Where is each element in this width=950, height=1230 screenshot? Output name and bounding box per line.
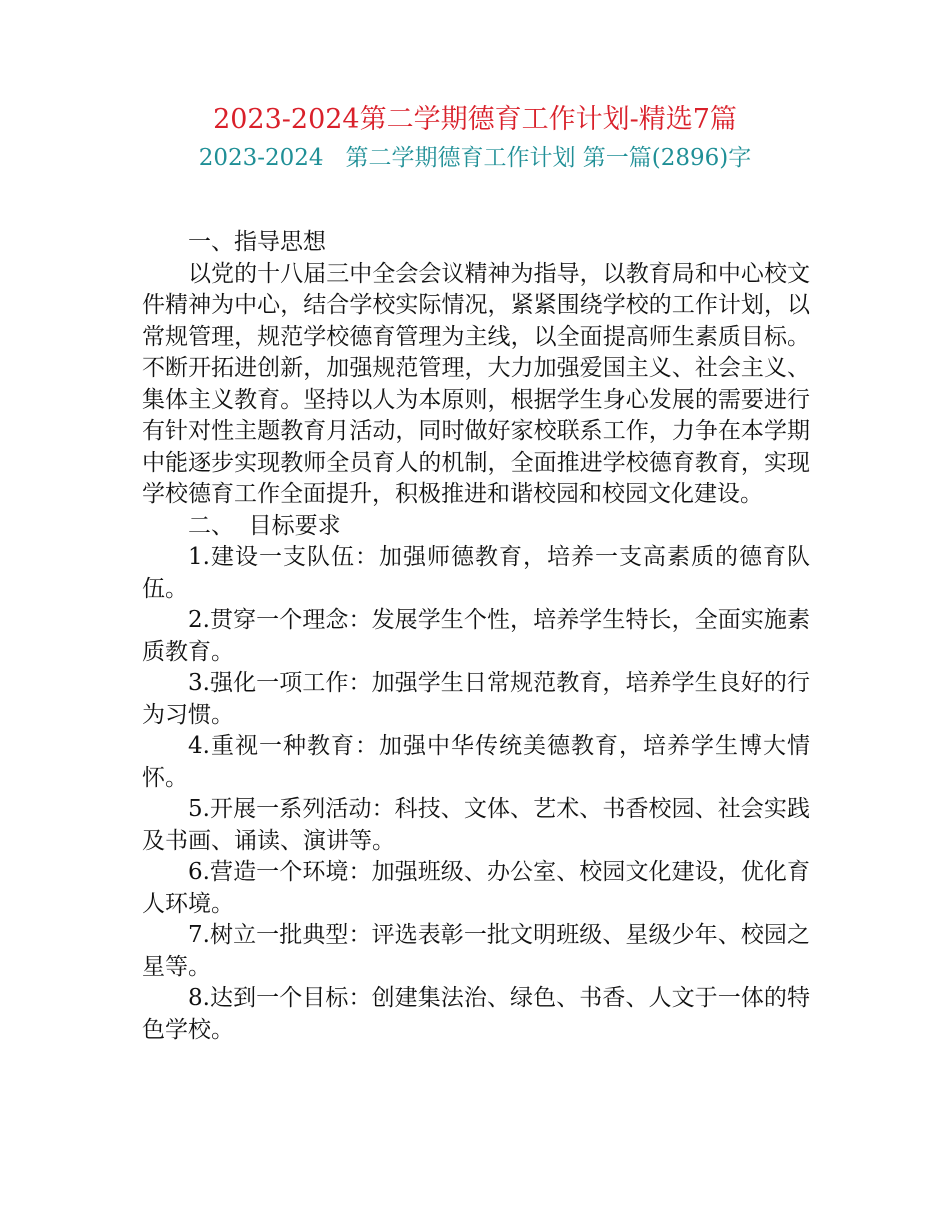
document-body xyxy=(142,227,810,1046)
goal-item: 6.营造一个环境：加强班级、办公室、校园文化建设，优化育人环境。 xyxy=(142,859,810,917)
document-subtitle: 2023-2024 第二学期德育工作计划 第一篇(2896)字 xyxy=(198,145,752,171)
section-heading-guiding-ideology: 一、指导思想 xyxy=(188,229,326,255)
goal-item: 1.建设一支队伍：加强师德教育，培养一支高素质的德育队伍。 xyxy=(142,544,810,602)
goal-item: 3.强化一项工作：加强学生日常规范教育，培养学生良好的行为习惯。 xyxy=(142,670,810,728)
goal-item: 7.树立一批典型：评选表彰一批文明班级、星级少年、校园之星等。 xyxy=(142,922,810,980)
section-heading-goals: 二、 目标要求 xyxy=(188,512,341,539)
goal-item: 4.重视一种教育：加强中华传统美德教育，培养学生博大情怀。 xyxy=(142,733,810,791)
section-paragraph-guiding-ideology: 以党的十八届三中全会会议精神为指导，以教育局和中心校文件精神为中心，结合学校实际情况，紧紧围绕学校的工作计划，以常规管理，规范学校德育管理为主线，以全面提高师生素质目标。不断开拓进创新，加强规范管理，大力加强爱国主义、社会主义、集体主义教育。坚持以人为本原则，根据学生身心发展的需要进行有针对性主题教育月活动，同时做好家校联系工作，力争在本学期中能逐步实现教师全员育人的机制，全面推进学校德育教育，实现学校德育工作全面提升，积极推进和谐校园和校园文化建设。 xyxy=(142,260,810,507)
goal-item: 2.贯穿一个理念：发展学生个性，培养学生特长，全面实施素质教育。 xyxy=(142,607,810,665)
goal-item: 5.开展一系列活动：科技、文体、艺术、书香校园、社会实践及书画、诵读、演讲等。 xyxy=(142,796,810,854)
document-title: 2023-2024第二学期德育工作计划-精选7篇 xyxy=(213,104,737,135)
goal-item: 8.达到一个目标：创建集法治、绿色、书香、人文于一体的特色学校。 xyxy=(142,985,810,1043)
